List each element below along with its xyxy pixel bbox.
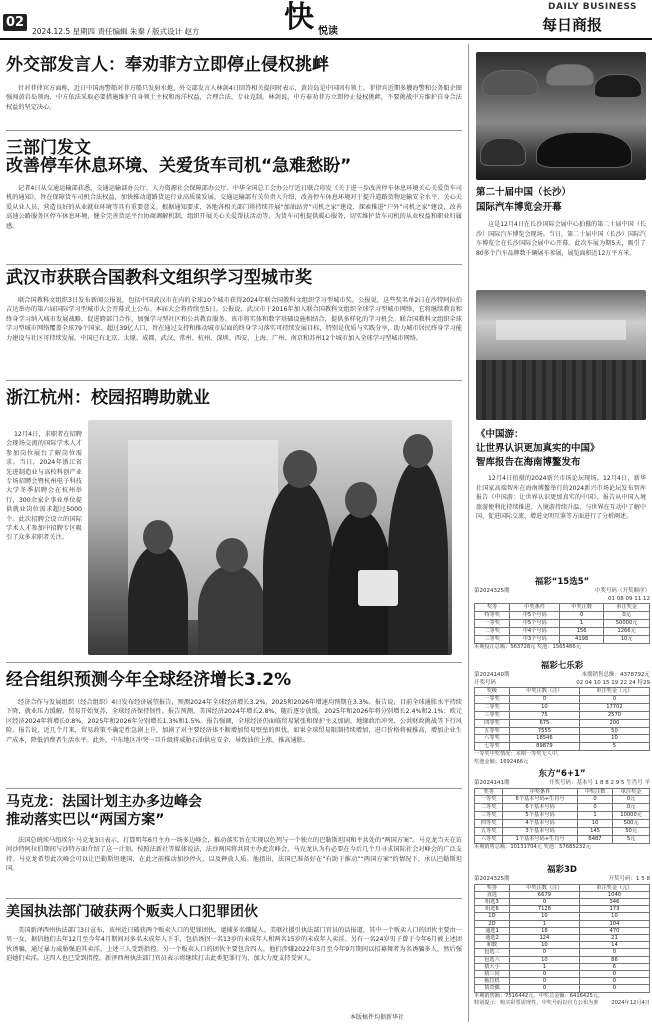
table-cell: 200 [579, 719, 649, 727]
divider [6, 264, 462, 265]
lottery-pool: 奖池金额：1692466元 [474, 758, 529, 765]
table-cell: 6个基本号码 [503, 804, 578, 812]
table-header-cell: 中奖注数（注） [509, 884, 579, 891]
lottery-footer: 一等奖中奖情况：本期一等奖无人中。 [474, 751, 563, 758]
table-cell: 组选6 [475, 906, 510, 913]
table-cell: 6个基本号码+生肖号 [503, 796, 578, 804]
table-cell: 1 [577, 812, 612, 820]
table-cell: 三等奖 [475, 711, 510, 719]
table-row [475, 719, 650, 727]
table-cell: 0 [509, 695, 579, 703]
table-cell: 0 [577, 796, 612, 804]
table-cell: 包选三 [475, 949, 510, 956]
table-cell: 直选 [475, 891, 510, 898]
lottery-df61 [474, 768, 650, 851]
table-row [475, 619, 650, 627]
table-row [475, 695, 650, 703]
table-row [475, 942, 650, 949]
lottery-date: 2024年12月4日 [611, 1000, 650, 1007]
table-header-cell: 中奖注数 [560, 604, 604, 612]
table-cell: 6 [579, 963, 649, 970]
table-cell: 猜大小 [475, 963, 510, 970]
article-title-us-trafficking: 美国执法部门破获两个贩卖人口犯罪团伙 [6, 904, 258, 920]
table-cell: 500元 [613, 820, 650, 828]
brand-english: DAILY BUSINESS [548, 2, 638, 12]
table-row [475, 796, 650, 804]
table-cell: 10 [509, 703, 579, 711]
lottery-sales: 本期销售总额：10131704元 [474, 843, 542, 850]
table-cell: 1 [509, 963, 579, 970]
article-body-truck-drivers: 记者4日从交通运输部获悉，交通运输部办公厅、人力资源社会保障部办公厅、中华全国总工会办公厅近日联合印发《关于进一步改善停车休息环境关心关爱货车司机的通知》，旨在保障货车司机合法权益，加快推动道路货运行业高质量发展。交通运输部有关负责人介绍，改善停车休息环境对于提升道路货物运输安全水平、关心关爱从业人员、营造良好的从业就业环境等具有重要意义。根据通知要求，各地各相关部门将持续开展“加油站旁”司机之家”建设、探索推进“户外”司机之家”建设，改善高速公路服务区停车休息环境，健全完善货运平台协商调解机制，组织开展关心关爱帮扶活动等，为货车司机提供暖心服务，切实维护货车司机的从业权益和职业归属感。 [6, 185, 462, 230]
table-row [475, 906, 650, 913]
article-body-foreign-ministry: 针对菲律宾方面称，近日中国海警船对菲方船只发射水炮，外交部发言人林剑4日回答相关提问时表示，黄岩岛是中国固有领土。菲律宾近期多艘海警和公务船企图强闯黄岩岛领海，中方依法采取必要措施维护自身领土主权和海洋权益，合理合法、专业克制。林剑说，中方奉劝菲方立即停止侵权挑衅，不要挑战中方维护自身合法权益的坚定决心。 [6, 85, 462, 111]
lottery-issue: 第2024325期 [474, 588, 510, 594]
article-title-wuhan: 武汉市获联合国教科文组织学习型城市奖 [6, 268, 312, 288]
table-cell: 86 [579, 956, 649, 963]
table-cell: 中5个号码 [510, 619, 560, 627]
table-header-cell: 中奖注数 [577, 788, 612, 796]
table-cell: 一等奖 [475, 619, 510, 627]
lottery-sales: 本期投注总额：563728元 [474, 643, 536, 650]
table-header-cell: 单注奖金（元） [579, 884, 649, 891]
article-title-macron-2: 推动落实巴以“两国方案” [6, 812, 165, 828]
table-cell: 10 [509, 942, 579, 949]
table-cell: 中3个号码 [510, 635, 560, 643]
article-title-macron-1: 马克龙：法国计划主办多边峰会 [6, 794, 202, 810]
table-header-cell: 单注奖金 [613, 788, 650, 796]
table-row [475, 985, 650, 992]
table-header-cell: 奖等 [475, 604, 510, 612]
table-cell: 5个基本号码 [503, 812, 578, 820]
table-cell: 4198 [560, 635, 604, 643]
photo-job-fair [88, 420, 452, 655]
table-cell: 10 [579, 913, 649, 920]
caption-body-auto-expo: 这是12月4日在长沙国际会展中心拍摄的第二十届中国（长沙）国际汽车博览会现场。当日，第二十届中国（长沙）国际汽车博览会在长沙国际会展中心开幕。此次车展为期5天，吸引了80多个汽车品牌数千辆展车参展，展览面积近12万平方米。 [476, 221, 646, 257]
table-cell: 中4个号码 [510, 627, 560, 635]
table-cell: 6487 [577, 835, 612, 843]
table-cell: 0 [509, 949, 579, 956]
article-title-truck-drivers-1: 三部门发文 [6, 138, 91, 158]
lottery-table [474, 884, 650, 993]
table-cell: 3个基本号码 [503, 828, 578, 836]
table-cell: 4个基本号码 [503, 820, 578, 828]
table-row [475, 949, 650, 956]
table-row [475, 978, 650, 985]
table-cell: 二等奖 [475, 627, 510, 635]
table-header-cell: 奖级 [475, 688, 510, 696]
table-cell: 0 [509, 985, 579, 992]
lottery-pool: 奖池：1565486元 [536, 643, 581, 650]
table-row [475, 963, 650, 970]
header-rule [0, 38, 652, 40]
divider [6, 898, 462, 899]
issue-meta: 2024.12.5 星期四 责任编辑 朱秦 / 版式设计 赵方 [32, 27, 200, 36]
lottery-title: 福彩“15选5” [534, 577, 590, 587]
table-cell: 7555 [509, 727, 579, 735]
table-cell: 猜奇偶 [475, 985, 510, 992]
table-row [475, 711, 650, 719]
table-cell: 17702 [579, 703, 649, 711]
lottery-issue: 第2024141期 [474, 780, 510, 786]
table-row [475, 735, 650, 743]
table-cell: 0 [579, 978, 649, 985]
lottery-sales: 本期销售额：7516442元，中奖总金额：6416425元。 [474, 992, 604, 999]
table-cell: 89879 [509, 743, 579, 751]
table-cell: 1个基本号码+生肖号 [503, 835, 578, 843]
table-cell: 四等奖 [475, 719, 510, 727]
caption-title-auto-expo-1: 第二十届中国（长沙） [476, 187, 572, 198]
table-header-cell: 单注奖金（元） [579, 688, 649, 696]
lottery-sales: 本期销售总额：4378792元 [581, 672, 650, 678]
table-header-cell: 中奖注数（注） [509, 688, 579, 696]
table-cell: 1D [475, 913, 510, 920]
table-cell: 二等奖 [475, 804, 503, 812]
table-cell: 1 [509, 920, 579, 927]
lottery-numbers-label: 开奖号码 [474, 679, 497, 686]
source-note: 本版稿件均据新华社 [350, 1014, 405, 1021]
article-body-macron: 法国总统埃马纽埃尔·马克龙3日表示，打算明年6月主办一场多边峰会，推动落实旨在实现以色列与一个独立的巴勒斯坦国和平共处的“两国方案”。马克龙当天在访问沙特阿拉伯期间与沙特方面介绍了这一计划。按照法新社等媒体说法，法沙两国将共同主办此次峰会，马克龙认为有必要在今后几个月寻求国际社会对峰会的广泛支持。马克龙希望此次峰会可以让巴勒斯坦建国，在此之前推动加沙停火，以及释放人质。他指出，法国已准备好在“有助于推动”“两国方案”的情况下，承认巴勒斯坦国。 [6, 837, 462, 873]
lottery-fc3d [474, 864, 650, 1008]
table-cell: 0 [509, 898, 579, 905]
caption-title-auto-expo-2: 国际汽车博览会开幕 [476, 202, 562, 213]
lottery-issue: 第2024140期 [474, 672, 510, 678]
table-header-cell: 奖等 [475, 884, 510, 891]
lottery-table [474, 687, 650, 751]
lottery-table [474, 603, 650, 644]
table-cell: 0元 [604, 611, 650, 619]
table-cell: 104 [579, 920, 649, 927]
table-cell: 675 [509, 719, 579, 727]
lottery-numbers: 01 08 09 11 12 [608, 595, 650, 602]
table-cell: 50 [579, 727, 649, 735]
table-row [475, 804, 650, 812]
table-cell: 1 [560, 619, 604, 627]
table-cell: 5 [579, 743, 649, 751]
caption-title-travel-1: 《中国游： [476, 429, 524, 440]
table-cell: 中5个号码 [510, 611, 560, 619]
table-row [475, 898, 650, 905]
table-cell: 二等奖 [475, 703, 510, 711]
lottery-note: 特别提示：购买彩票需理性，中奖号码以官方公布为准 [474, 1000, 599, 1007]
table-row [475, 611, 650, 619]
table-row [475, 920, 650, 927]
table-cell: 10 [579, 735, 649, 743]
article-body-oecd: 经济合作与发展组织（经合组织）4日发布经济展望报告，预测2024年全球经济增长3.2%，2025和2026年增速均预期在3.3%。报告说，目前全球通胀水平持续下降，就业压力缓解，贸易开始复苏，全球经济保持韧性。报告预测，美国经济2024年增长2.8%，随后逐步放缓，2025年和2026年将分别增长2.4%和2.1%；欧元区经济2024年将增长0.8%，2025年和2026年分别增长1.3%和1.5%。报告强调，全球经济仍面临贸易紧张和保护主义加剧、地缘政治冲突、公共财政挑战等下行风险。报告说，近几个月来，贸易政策不确定性急剧上升，加剧了对主要经济体不断增加贸易壁垒的担忧。如果全球贸易限制持续增加，进口价格将被推高，增加企业生产成本，降低消费者生活水平。此外，中东地区冲突一旦升级将威胁石油供应安全，导致油价上涨，推高通胀。 [6, 699, 462, 744]
table-cell: 10 [509, 956, 579, 963]
table-cell: 173 [579, 906, 649, 913]
article-title-hangzhou: 浙江杭州：校园招聘助就业 [6, 388, 210, 408]
table-cell: 0 [577, 804, 612, 812]
divider [6, 662, 462, 663]
table-row [475, 743, 650, 751]
table-header-cell: 中奖条件 [510, 604, 560, 612]
table-cell: 10 [509, 913, 579, 920]
article-body-wuhan: 联合国教科文组织3日发布新闻公报说，包括中国武汉市在内的全球10个城市获得2024年联合国教科文组织学习型城市奖。公报说，这些奖名单2日在沙特阿拉伯吉达举办的第六届国际学习型城市大会开幕式上公布。本届大会将持续至5日。公报说，武汉市于2016年加入联合国教科文组织全球学习型城市网络，它将继续教育和终身学习纳入城市发展战略，促进跨部门合作，加强学习型社区和公共教育服务。该市将实体和数字基础设施相结合，提供多样化的学习机会。联合国教科文组织全球学习型城市网络覆盖全球79个国家、超过39亿人口，旨在通过支持和推动城市层面的终身学习落实可持续发展目标，特别是优质与实践分享，助力城市居民终身学习能力建设与社区可持续发展。中国已有北京、太原、成都、武汉、常州、杭州、深圳、西安、上海、广州、南京和苏州12个城市加入全球学习型城市网络。 [6, 297, 462, 342]
caption-title-travel-3: 智库报告在海南博鳌发布 [476, 457, 581, 468]
table-cell: 组选3 [475, 898, 510, 905]
column-divider [468, 44, 469, 1022]
table-row [475, 934, 650, 941]
divider [6, 380, 462, 381]
page-number: 02 [3, 14, 27, 31]
table-cell: 特等奖 [475, 611, 510, 619]
table-row [475, 956, 650, 963]
table-row [475, 727, 650, 735]
table-cell: 2D [475, 920, 510, 927]
table-cell: 四等奖 [475, 820, 503, 828]
table-cell: 六等奖 [475, 835, 503, 843]
table-cell: 0 [509, 978, 579, 985]
caption-body-travel: 12月4日拍摄的2024新兴市场论坛现场。12月4日，新华社国家高端智库在海南博鳌举行的2024新兴市场论坛发布智库报告《中国游：让世界认识更加真实的中国》。报告从中国入境旅游便利化持续推进、入境游持续升温、与世界在互动中了解中国、促进国际交流、增进文明互鉴等方面进行了分析阐述。 [476, 475, 646, 520]
table-header-cell: 奖等 [475, 788, 503, 796]
table-cell: 124 [509, 934, 579, 941]
table-row [475, 913, 650, 920]
table-row [475, 828, 650, 836]
table-cell: 拖拉机 [475, 978, 510, 985]
divider [6, 788, 462, 789]
table-cell: 14 [579, 942, 649, 949]
article-title-truck-drivers-2: 改善停车休息环境、关爱货车司机“急难愁盼” [6, 156, 352, 176]
section-logo-big: 快 [284, 0, 314, 35]
table-cell: 1266元 [604, 627, 650, 635]
table-cell: 通选2 [475, 934, 510, 941]
table-cell: 三等奖 [475, 812, 503, 820]
table-cell: 10元 [604, 635, 650, 643]
table-cell: 21 [579, 934, 649, 941]
brand-chinese: 每日商报 [542, 16, 603, 34]
table-cell: 三等奖 [475, 635, 510, 643]
table-row [475, 891, 650, 898]
table-cell: 猜三同 [475, 970, 510, 977]
table-cell: 2570 [579, 711, 649, 719]
lottery-15x5 [474, 576, 650, 651]
lottery-title: 福彩七乐彩 [540, 661, 584, 671]
table-cell: 一等奖 [475, 796, 503, 804]
lottery-numbers-label: 开奖号码：基本号 1 8 8 2 9 5 生肖号 羊 [549, 780, 650, 786]
table-cell: 10000元 [613, 812, 650, 820]
table-cell: 346 [579, 898, 649, 905]
article-title-oecd: 经合组织预测今年全球经济增长3.2% [6, 670, 292, 690]
table-cell: 156 [560, 627, 604, 635]
lottery-numbers: 02 04 10 15 19 22 24 特29 [576, 679, 650, 686]
table-cell: 0 [560, 611, 604, 619]
table-cell: 0元 [613, 796, 650, 804]
table-cell: 一等奖 [475, 695, 510, 703]
masthead [0, 0, 652, 40]
table-row [475, 927, 650, 934]
photo-auto-expo [476, 52, 646, 180]
table-cell: 18 [509, 927, 579, 934]
table-cell: 七等奖 [475, 743, 510, 751]
lottery-title: 福彩3D [547, 865, 577, 875]
lottery-pool: 奖池：57685232元 [543, 843, 591, 850]
table-cell: 六等奖 [475, 735, 510, 743]
lottery-qlc [474, 660, 650, 766]
table-cell: 0 [509, 970, 579, 977]
table-cell: 0 [579, 949, 649, 956]
table-cell: 5元 [613, 835, 650, 843]
table-cell: 通选1 [475, 927, 510, 934]
table-row [475, 835, 650, 843]
lottery-title: 东方“6+1” [538, 769, 586, 779]
table-cell: 50元 [613, 828, 650, 836]
table-row [475, 703, 650, 711]
table-cell: 五等奖 [475, 828, 503, 836]
table-cell: 18546 [509, 735, 579, 743]
table-cell: 10 [577, 820, 612, 828]
caption-title-travel-2: 让世界认识更加真实的中国》 [476, 443, 600, 454]
table-cell: 和数 [475, 942, 510, 949]
lottery-numbers-label: 中奖号码（开奖顺序） [594, 588, 650, 594]
table-row [475, 627, 650, 635]
table-cell: 75 [509, 711, 579, 719]
table-row [475, 812, 650, 820]
table-header-cell: 中奖条件 [503, 788, 578, 796]
table-row [475, 970, 650, 977]
photo-boao-forum [476, 290, 646, 420]
table-cell: 145 [577, 828, 612, 836]
divider [6, 130, 462, 131]
table-cell: 0元 [613, 804, 650, 812]
lottery-issue: 第2024325期 [474, 876, 510, 882]
table-cell: 470 [579, 927, 649, 934]
section-logo-small: 悦读 [318, 26, 338, 37]
table-cell: 五等奖 [475, 727, 510, 735]
table-cell: 0 [579, 695, 649, 703]
article-body-us-trafficking: 美国新泽西州执法部门3日宣布，该州近日破获两个贩卖人口的犯罪团伙，逮捕多名嫌疑人。美联社援引执法部门官员的话报道，其中一个贩卖人口的团伙主要由一男一女，据信他们去年12月至今年4月期间对多名未成年人下手，包括诱拐一名13岁的未成年人和两名15岁的未成年人卖淫。另有一名24岁男子曾于今年6月被上述团伙诱骗，通过暴力威胁强迫其卖淫，上述三人受到指控。另一个贩卖人口的团伙主要包含四人，他们涉嫌2022年3月至今年9月期间以招募舞者为名诱骗多人，然后强迫她们卖淫。这四人也已受到指控。新泽西州执法部门官员表示将继续打击此类犯罪行为，加大力度支持受害人。 [6, 927, 462, 963]
table-cell: 0 [579, 985, 649, 992]
article-title-foreign-ministry: 外交部发言人：奉劝菲方立即停止侵权挑衅 [6, 55, 329, 75]
photo-caption-hangzhou: 12月4日，求职者在招聘会现场交流的国际学术人才参加岗位展台了解岗位需求。当日，2024年浙江省先进制造业与高校科创产业专场招聘会暨杭州电子科技大学冬季招聘会在杭州举行，300余家企事业单位提供就业岗位需求超过5000个。此次招聘会设立的国际学术人才参加中招聘专区吸引了众多求职者关注。 [6, 431, 82, 542]
table-cell: 7128 [509, 906, 579, 913]
table-row [475, 635, 650, 643]
lottery-numbers-label: 开奖号码：1 5 8 [608, 876, 650, 882]
table-cell: 6679 [509, 891, 579, 898]
table-row [475, 820, 650, 828]
table-cell: 50000元 [604, 619, 650, 627]
lottery-table [474, 788, 650, 844]
table-header-cell: 单注奖金 [604, 604, 650, 612]
table-cell: 包选六 [475, 956, 510, 963]
table-cell: 0 [579, 970, 649, 977]
table-cell: 1040 [579, 891, 649, 898]
